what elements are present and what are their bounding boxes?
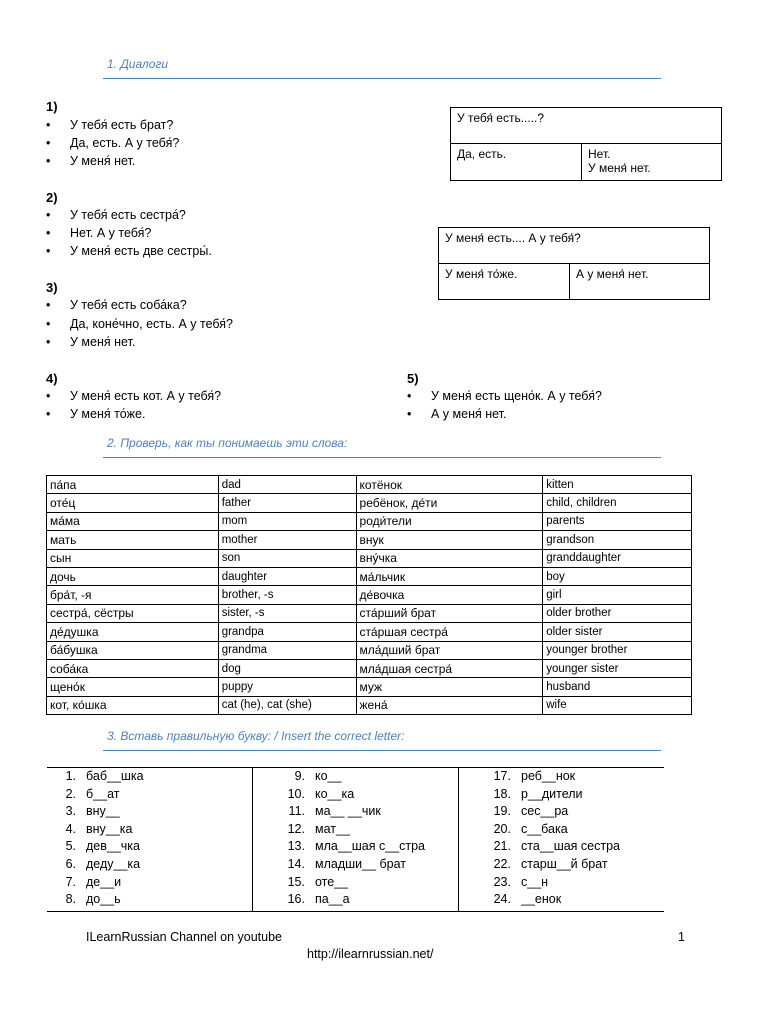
exercise-number: 13. [287, 839, 305, 854]
exercise-item [459, 838, 664, 856]
exercise-word: мат__ [315, 821, 350, 836]
vocab-russian-word: роди́тели [356, 512, 543, 530]
dialogue3-line: • У меня́ нет. [46, 335, 136, 349]
dialogue1-line: • Да, есть. А у тебя́? [46, 136, 180, 150]
vocab-russian-word: ста́ршая сестра́ [356, 623, 543, 641]
footer-channel: ILearnRussian Channel on youtube [86, 930, 282, 944]
vocab-russian-word: кот, ко́шка [47, 696, 219, 714]
section2-rule [103, 457, 661, 458]
exercise-number: 8. [65, 892, 76, 907]
vocab-english-word: sister, -s [218, 604, 356, 622]
exercise-item [459, 856, 664, 874]
vocab-english-word: mom [218, 512, 356, 530]
vocab-english-word: grandma [218, 641, 356, 659]
section2-heading: 2. Проверь, как ты понимаешь эти слова: [107, 436, 348, 450]
dialogue2-line: • У меня́ есть две сестры́. [46, 244, 212, 258]
box1-question: У тебя́ есть.....? [451, 108, 722, 144]
exercise-word: дев__чка [86, 839, 140, 854]
vocab-english-word: older brother [543, 604, 692, 622]
exercise-number: 7. [65, 874, 76, 889]
exercise-word: оте__ [315, 874, 349, 889]
vocab-russian-word: муж [356, 678, 543, 696]
exercise-word: старш__й брат [521, 856, 608, 871]
exercise-word: ко__ка [315, 786, 355, 801]
exercise-word: __енок [521, 892, 562, 907]
exercise-number: 12. [287, 821, 305, 836]
vocab-english-word: father [218, 494, 356, 512]
vocab-row [47, 604, 692, 622]
vocab-russian-word: жена́ [356, 696, 543, 714]
vocab-russian-word: де́душка [47, 623, 219, 641]
vocab-english-word: husband [543, 678, 692, 696]
vocabulary-table [46, 475, 692, 715]
dialogue5-line: • А у меня́ нет. [407, 407, 507, 421]
exercise-item [253, 768, 458, 786]
exercise-item [253, 856, 458, 874]
vocab-english-word: girl [543, 586, 692, 604]
vocab-russian-word: мла́дший брат [356, 641, 543, 659]
vocab-russian-word: дочь [47, 567, 219, 585]
exercise-word: ко__ [315, 769, 342, 783]
exercise-number: 4. [65, 821, 76, 836]
footer-url[interactable]: http://ilearnrussian.net/ [307, 947, 434, 961]
box2-same: У меня́ то́же. [439, 264, 570, 300]
dialogue1-line: • У тебя́ есть брат? [46, 118, 174, 132]
vocab-row [47, 696, 692, 714]
exercise-word: до__ь [86, 892, 121, 907]
exercise-number: 21. [493, 839, 511, 854]
page-number: 1 [678, 930, 685, 944]
vocab-english-word: daughter [218, 567, 356, 585]
vocab-english-word: son [218, 549, 356, 567]
exercise-number: 9. [294, 769, 305, 783]
exercise-number: 3. [65, 804, 76, 819]
exercise-number: 2. [65, 786, 76, 801]
section3-heading: 3. Вставь правильную букву: / Insert the correct letter: [107, 729, 405, 743]
vocab-russian-word: па́па [47, 476, 219, 494]
box2-question: У меня́ есть.... А у тебя́? [439, 228, 710, 264]
exercise-word: деду__ка [86, 856, 141, 871]
exercise-item [47, 856, 252, 874]
vocab-russian-word: щено́к [47, 678, 219, 696]
vocab-english-word: boy [543, 567, 692, 585]
vocab-english-word: dog [218, 659, 356, 677]
vocab-russian-word: соба́ка [47, 659, 219, 677]
exercise-word: де__и [86, 874, 122, 889]
vocab-english-word: wife [543, 696, 692, 714]
exercise-item [253, 803, 458, 821]
exercise-item [47, 891, 252, 909]
exercise-word: баб__шка [86, 769, 144, 783]
exercise-word: ма__ __чик [315, 804, 381, 819]
vocab-row [47, 476, 692, 494]
exercise-column-1 [47, 768, 252, 911]
vocab-english-word: younger sister [543, 659, 692, 677]
vocab-row [47, 586, 692, 604]
exercise-item [47, 821, 252, 839]
vocab-russian-word: котёнок [356, 476, 543, 494]
vocab-russian-word: сын [47, 549, 219, 567]
dialogue4-line: • У меня́ есть кот. А у тебя́? [46, 389, 222, 403]
exercise-number: 22. [493, 856, 511, 871]
exercise-item [253, 786, 458, 804]
exercise-number: 19. [493, 804, 511, 819]
vocab-english-word: parents [543, 512, 692, 530]
dialogue2-number: 2) [46, 190, 58, 205]
exercise-item [459, 821, 664, 839]
exercise-word: с__н [521, 874, 549, 889]
vocab-russian-word: оте́ц [47, 494, 219, 512]
dialogue3-line: • Да, коне́чно, есть. А у тебя́? [46, 317, 234, 331]
vocab-russian-word: ста́рший брат [356, 604, 543, 622]
exercise-item [47, 838, 252, 856]
dialogue4-number: 4) [46, 371, 58, 386]
section1-rule [103, 78, 661, 79]
exercise-item [253, 821, 458, 839]
exercise-item [47, 803, 252, 821]
vocab-russian-word: мать [47, 531, 219, 549]
exercise-number: 16. [287, 892, 305, 907]
vocab-english-word: grandpa [218, 623, 356, 641]
exercise-item [253, 891, 458, 909]
dialogue2-line: • Нет. А у тебя́? [46, 226, 152, 240]
exercise-number: 10. [287, 786, 305, 801]
vocab-russian-word: вну́чка [356, 549, 543, 567]
vocab-row [47, 623, 692, 641]
dialogue4-line: • У меня́ то́же. [46, 407, 146, 421]
vocab-row [47, 659, 692, 677]
vocab-english-word: puppy [218, 678, 356, 696]
vocab-english-word: cat (he), cat (she) [218, 696, 356, 714]
phrase-box-2 [438, 227, 710, 300]
exercise-number: 24. [493, 892, 511, 907]
exercise-word: б__ат [86, 786, 120, 801]
vocab-russian-word: ма́льчик [356, 567, 543, 585]
dialogue5-number: 5) [407, 371, 419, 386]
exercise-word: младши__ брат [315, 856, 407, 871]
box2-not: А у меня́ нет. [570, 264, 710, 300]
exercise-word: р__дители [521, 786, 583, 801]
exercise-number: 6. [65, 856, 76, 871]
exercise-number: 20. [493, 821, 511, 836]
vocab-row [47, 678, 692, 696]
vocab-english-word: kitten [543, 476, 692, 494]
exercise-word: сес__ра [521, 804, 569, 819]
exercise-item [47, 768, 252, 786]
exercise-item [459, 786, 664, 804]
vocab-row [47, 567, 692, 585]
dialogue5-line: • У меня́ есть щено́к. А у тебя́? [407, 389, 602, 403]
section1-heading: 1. Диалоги [107, 57, 169, 71]
vocab-english-word: younger brother [543, 641, 692, 659]
vocab-russian-word: мла́дшая сестра́ [356, 659, 543, 677]
vocab-english-word: brother, -s [218, 586, 356, 604]
vocab-english-word: grandson [543, 531, 692, 549]
dialogue3-number: 3) [46, 280, 58, 295]
vocab-row [47, 512, 692, 530]
exercise-item [459, 874, 664, 892]
vocab-english-word: granddaughter [543, 549, 692, 567]
exercise-item [459, 768, 664, 786]
box1-yes: Да, есть. [451, 144, 582, 181]
dialogue1-number: 1) [46, 99, 58, 114]
vocab-row [47, 549, 692, 567]
exercise-column-2 [253, 768, 458, 911]
exercise-number: 17. [493, 769, 511, 783]
exercise-word: реб__нок [521, 769, 576, 783]
vocab-english-word: dad [218, 476, 356, 494]
section3-rule [103, 750, 661, 751]
exercise-number: 11. [288, 804, 305, 819]
vocab-russian-word: де́вочка [356, 586, 543, 604]
exercise-number: 14. [287, 856, 305, 871]
exercise-word: вну__ка [86, 821, 133, 836]
exercise-word: мла__шая с__стра [315, 839, 425, 854]
vocab-russian-word: бра́т, -я [47, 586, 219, 604]
vocab-row [47, 494, 692, 512]
exercise-item [47, 874, 252, 892]
exercise-item [253, 874, 458, 892]
vocab-english-word: older sister [543, 623, 692, 641]
exercise-item [47, 786, 252, 804]
vocab-english-word: child, children [543, 494, 692, 512]
exercise-number: 23. [493, 874, 511, 889]
vocab-russian-word: ма́ма [47, 512, 219, 530]
vocab-english-word: mother [218, 531, 356, 549]
exercise-word: ста__шая сестра [521, 839, 620, 854]
box1-no: Нет. У меня́ нет. [582, 144, 722, 181]
dialogue2-line: • У тебя́ есть сестра́? [46, 208, 186, 222]
exercise-number: 15. [287, 874, 305, 889]
exercise-number: 5. [65, 839, 76, 854]
vocab-row [47, 531, 692, 549]
vocab-russian-word: сестра́, сёстры [47, 604, 219, 622]
phrase-box-1 [450, 107, 722, 181]
vocab-russian-word: ребёнок, де́ти [356, 494, 543, 512]
exercise-column-3 [459, 768, 664, 911]
exercise-item [459, 891, 664, 909]
vocab-russian-word: внук [356, 531, 543, 549]
exercise-word: вну__ [86, 804, 120, 819]
dialogue1-line: • У меня́ нет. [46, 154, 136, 168]
exercise-word: па__а [315, 892, 350, 907]
exercise-item [459, 803, 664, 821]
exercise-grid [47, 767, 664, 912]
vocab-row [47, 641, 692, 659]
dialogue3-line: • У тебя́ есть соба́ка? [46, 298, 187, 312]
exercise-item [253, 838, 458, 856]
exercise-number: 1. [65, 769, 76, 783]
vocab-russian-word: ба́бушка [47, 641, 219, 659]
exercise-number: 18. [493, 786, 511, 801]
exercise-word: с__бака [521, 821, 568, 836]
